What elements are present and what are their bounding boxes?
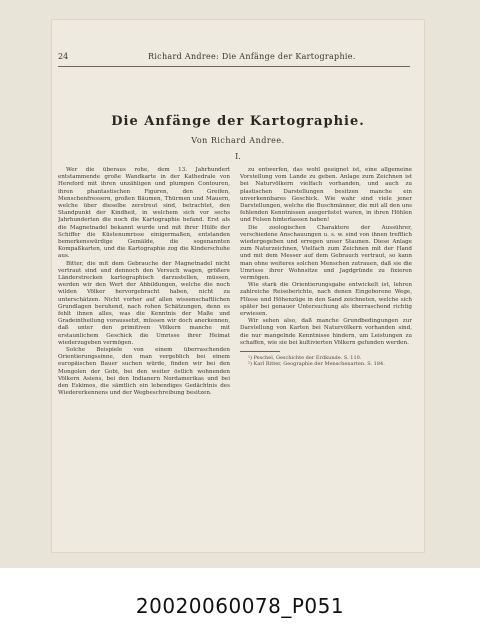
- left-column: [58, 167, 230, 547]
- section-number: I.: [235, 152, 241, 161]
- running-head: [52, 52, 424, 66]
- running-title: Richard Andree: Die Anfänge der Kartographie.: [148, 52, 356, 61]
- byline: Von Richard Andree.: [191, 136, 285, 145]
- footnote-rule: [240, 351, 280, 352]
- paragraph: Wir sehen also, daß manche Grundbedingungen zur Darstellung von Karten bei Naturvölkern vorhanden sind, die nur mangelnde Kenntnisse hindern, um Leistungen zu schaffen, wie sie bei kultivierten Völkern gefunden werden.: [240, 318, 412, 346]
- paragraph: Wer die überaus rohe, dem 13. Jahrhundert entstammende große Wandkarte in der Kathedrale von Hereford mit ihren unzähligen und plumpen Contouren, ihren phantastischen Figuren, den Greifen, Menschenfressern, großen Bäumen, Thürmen und Mauern, welche über dieselbe zerstreut sind, betrachtet, den Standpunkt der Kindheit, in welchem sich vor sechs Jahrhunderten die noch die Kartographie befand. Erst als die Magnetnadel bekannt wurde und mit ihrer Hülfe der Schiffer die Küstenumrisse einigermaßen, entstanden bemerkenswürdige Gemälde, die sogenannten Kompaßkarten, und die Kartographie zog die Kinderschuhe aus.: [58, 167, 230, 260]
- footnote: ²) Karl Ritter, Geographie der Menschenarten. S. 184.: [248, 361, 385, 368]
- book-page: [52, 20, 424, 552]
- article-title: Die Anfänge der Kartographie.: [111, 114, 365, 129]
- right-column: [240, 167, 412, 547]
- page-number: 24: [58, 52, 69, 61]
- footnote: ¹) Peschel, Geschichte der Erdkunde. S. 110.: [248, 355, 362, 362]
- paragraph: zu entwerfen, das wohl geeignet ist, eine allgemeine Vorstellung vom Lande zu geben. Anlage zum Zeichnen ist bei Naturvölkern vielfach vorhanden, und auch zu plastischen Darstellungen besitzen manche ein unverkennbares Geschick. Wie wahr sind viele jener Darstellungen, welche die Buschmänner, die mit all den uns fehlenden Kenntnissen ausgerüstet waren, in ihren Höhlen und Felsen hinterlassen haben!: [240, 167, 412, 224]
- paragraph: Solche Beispiele von einem überraschenden Orientierungssinne, den man vergeblich bei einem europäischen Bauer suchen würde, finden wir bei den Mongolen der Gobi, bei den weiter östlich wohnenden Völkern Asiens, bei den Indianern Nordamerikas und bei den Eskimos, die sämtlich ein lebendiges Gedächtnis des Wiedererkennens und der Wegbeschreibung besitzen.: [58, 347, 230, 397]
- paragraph: Wie stark die Orientierungsgabe entwickelt ist, lehren zahlreiche Reiseberichte, nach denen Eingeborene Wege, Flüsse und Höhenzüge in den Sand zeichneten, welche sich später bei genauer Untersuchung als überraschend richtig erwiesen.: [240, 282, 412, 318]
- header-rule: [58, 66, 410, 67]
- paragraph: Bitter, die mit dem Gebrauche der Magnetnadel nicht vertraut sind und dennoch den Versuch wagen, größere Länderstrecken kartographisch darzustellen, müssen, werden wir den Wert der Abbildungen, welche die noch wilden Völker hervorgebracht haben, nicht zu unterschätzen. Nicht vorher auf allen wissenschaftlichen Grundlagen beruhend, nach rohen Schätzungen, denn es fehlt ihnen alles, was die Kenntnis der Maße und Gradeintheilung voraussetzt, müssen wir doch anerkennen, daß unter den primitiven Völkern manche mit erstaunlichem Geschick die Umrisse ihrer Heimat wiederzugeben vermögen.: [58, 260, 230, 346]
- paragraph: Die zoologischen Charaktere der Aussührer, verschiedene Anschauungen u. s. w. sind von ihnen trefflich wiedergegeben und erregen unser Staunen. Diese Anlage zum Naturzeichnen, Vielfach zum Zeichnen mit der Hand und mit dem Messer auf dem Gebrauch vertraut, so kann man ohne weiteres solchen Menschen zutrauen, daß sie die Umrisse ihrer Wohnsitze und Jagdgründe zu fixieren vermögen.: [240, 224, 412, 282]
- archive-id-label: 20020060078_P051: [135, 594, 345, 618]
